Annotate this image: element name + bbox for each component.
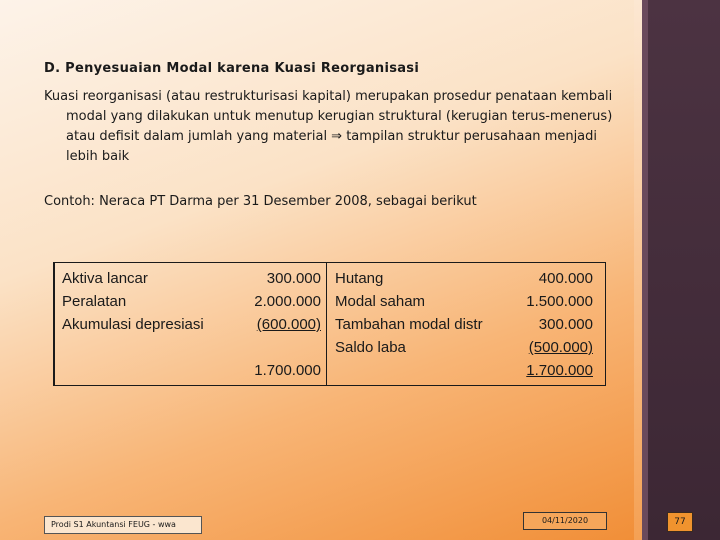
footer-course-label: Prodi S1 Akuntansi FEUG - wwa xyxy=(44,516,202,534)
liability-value: (500.000) xyxy=(528,339,593,356)
liabilities-labels xyxy=(335,267,483,359)
liability-label: Saldo laba xyxy=(335,339,406,356)
example-text: Contoh: Neraca PT Darma per 31 Desember 2008, sebagai berikut xyxy=(44,194,477,209)
decorative-strip xyxy=(634,0,642,540)
page-number: 77 xyxy=(667,512,693,532)
paragraph-line: lebih baik xyxy=(66,149,130,164)
asset-label: Akumulasi depresiasi xyxy=(62,316,204,333)
paragraph-line: atau defisit dalam jumlah yang material ⇒ tampilan struktur perusahaan menjadi xyxy=(66,129,598,144)
liability-label: Tambahan modal distr xyxy=(335,316,483,333)
asset-label: Aktiva lancar xyxy=(62,270,148,287)
asset-value: 2.000.000 xyxy=(254,293,321,310)
balance-sheet-table xyxy=(53,262,606,386)
assets-values xyxy=(254,267,321,336)
column-divider xyxy=(54,263,55,385)
liability-value: 300.000 xyxy=(538,316,593,333)
liabilities-values xyxy=(526,267,593,359)
liability-label: Modal saham xyxy=(335,293,426,310)
slide-paragraph xyxy=(44,87,674,167)
liability-value: 400.000 xyxy=(538,270,593,287)
liabilities-total: 1.700.000 xyxy=(526,362,593,379)
assets-total: 1.700.000 xyxy=(254,362,321,379)
asset-label: Peralatan xyxy=(62,293,127,310)
paragraph-line: Kuasi reorganisasi (atau restrukturisasi kapital) merupakan prosedur penataan kembali xyxy=(44,89,613,104)
liability-value: 1.500.000 xyxy=(526,293,593,310)
paragraph-line: modal yang dilakukan untuk menutup kerugian struktural (kerugian terus-menerus) xyxy=(66,109,613,124)
liability-label: Hutang xyxy=(335,270,384,287)
asset-value: (600.000) xyxy=(256,316,321,333)
asset-value: 300.000 xyxy=(266,270,321,287)
column-divider xyxy=(326,263,327,385)
assets-labels xyxy=(62,267,204,336)
slide-title: D. Penyesuaian Modal karena Kuasi Reorganisasi xyxy=(44,61,420,76)
side-bar xyxy=(642,0,720,540)
footer-date: 04/11/2020 xyxy=(523,512,607,530)
